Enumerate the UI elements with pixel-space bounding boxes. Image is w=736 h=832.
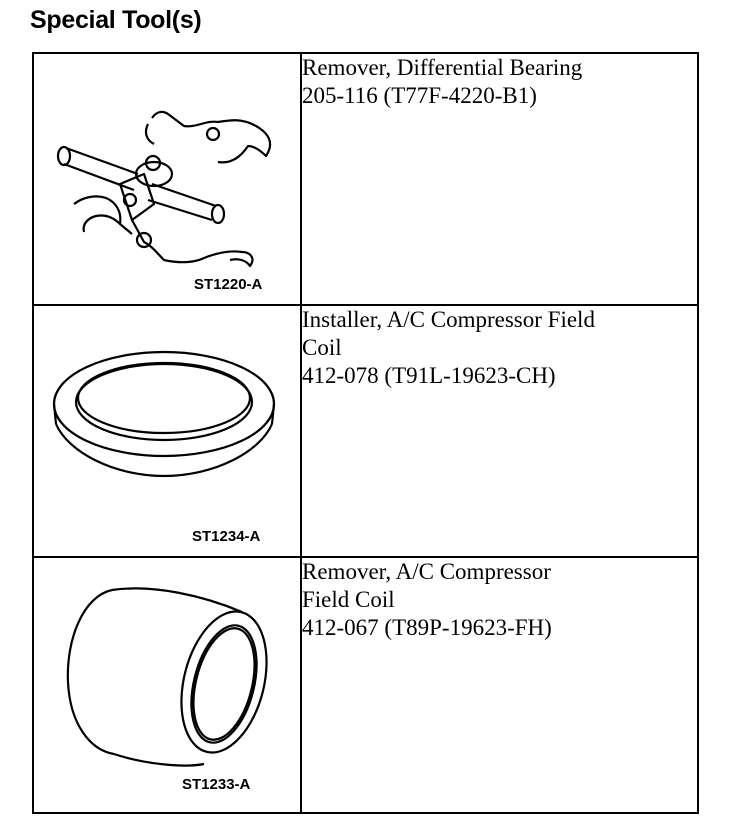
tool-name-line: Remover, Differential Bearing xyxy=(302,55,583,80)
tool-illustration-cell xyxy=(33,557,301,813)
tool-name-line: Remover, A/C Compressor xyxy=(302,559,551,584)
tool-row xyxy=(33,305,698,557)
tool-name-line: Field Coil xyxy=(302,587,395,612)
tool-code: ST1234-A xyxy=(192,528,261,545)
tool-illustration-cell xyxy=(33,53,301,305)
tool-code: ST1220-A xyxy=(194,276,263,293)
tool-name-line: Installer, A/C Compressor Field xyxy=(302,307,595,332)
tool-description xyxy=(301,557,698,813)
tool-number-line: 205-116 (T77F-4220-B1) xyxy=(302,83,537,108)
tool-illustration-cell xyxy=(33,305,301,557)
bearing-puller-icon xyxy=(34,54,300,304)
tool-description xyxy=(301,53,698,305)
special-tools-table xyxy=(32,52,699,814)
tool-row xyxy=(33,557,698,813)
cylinder-remover-icon xyxy=(34,558,300,812)
tool-code: ST1233-A xyxy=(182,776,251,793)
tool-row xyxy=(33,53,698,305)
tool-number-line: 412-067 (T89P-19623-FH) xyxy=(302,615,552,640)
tool-name-line: Coil xyxy=(302,335,342,360)
tool-description xyxy=(301,305,698,557)
page-title: Special Tool(s) xyxy=(30,6,202,34)
ring-installer-icon xyxy=(34,306,300,556)
tool-number-line: 412-078 (T91L-19623-CH) xyxy=(302,363,556,388)
